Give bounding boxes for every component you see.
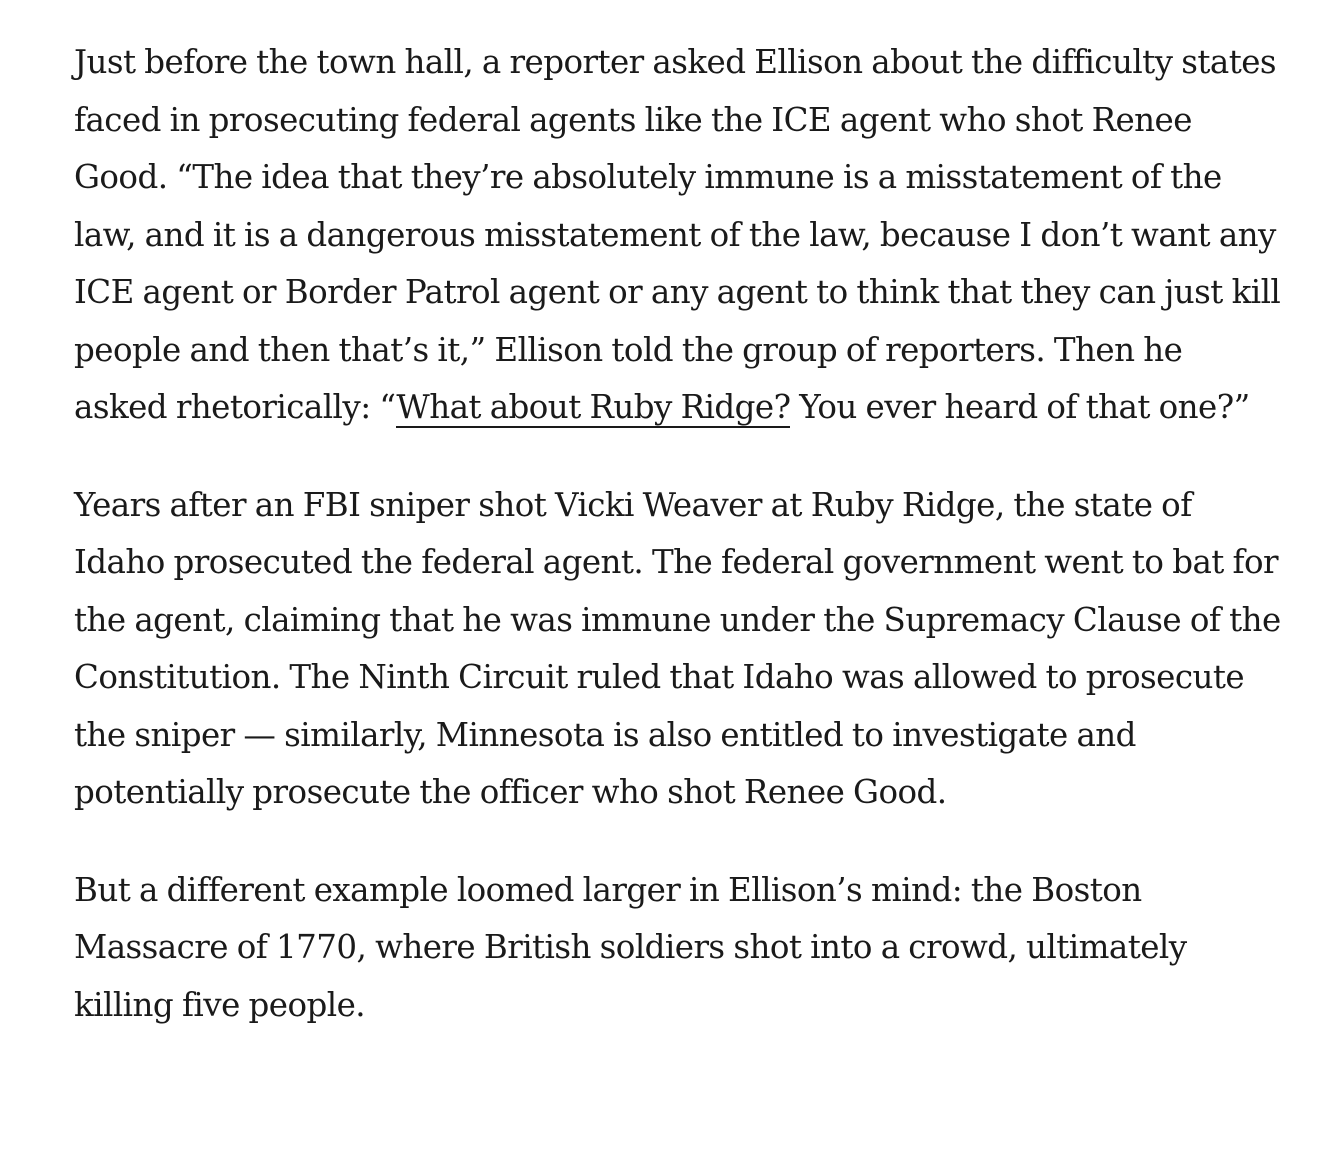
paragraph-ellison-quote xyxy=(74,34,1284,437)
article-body xyxy=(74,34,1284,1074)
ruby-ridge-link[interactable]: What about Ruby Ridge? xyxy=(396,388,791,426)
paragraph-boston-massacre: But a different example loomed larger in Ellison’s mind: the Boston Massacre of 1770, where British soldiers shot into a crowd, ultimately killing five people. xyxy=(74,870,1187,1024)
paragraph-ruby-ridge: Years after an FBI sniper shot Vicki Weaver at Ruby Ridge, the state of Idaho prosecuted the federal agent. The federal government went to bat for the agent, claiming that he was immune under the Supremacy Clause of the Constitution. The Ninth Circuit ruled that Idaho was allowed to prosecute the sniper — similarly, Minnesota is also entitled to investigate and potentially prosecute the officer who shot Renee Good. xyxy=(74,485,1281,811)
paragraph-text-before-link: Just before the town hall, a reporter asked Ellison about the difficulty states faced in prosecuting federal agents like the ICE agent who shot Renee Good. “The idea that they’re absolutely immune is a misstatement of the law, and it is a dangerous misstatement of the law, because I don’t want any ICE agent or Border Patrol agent or any agent to think that they can just kill people and then that’s it,” Ellison told the group of reporters. Then he asked rhetorically: “ xyxy=(74,43,1281,426)
paragraph-text-after-link: You ever heard of that one?” xyxy=(790,388,1250,426)
